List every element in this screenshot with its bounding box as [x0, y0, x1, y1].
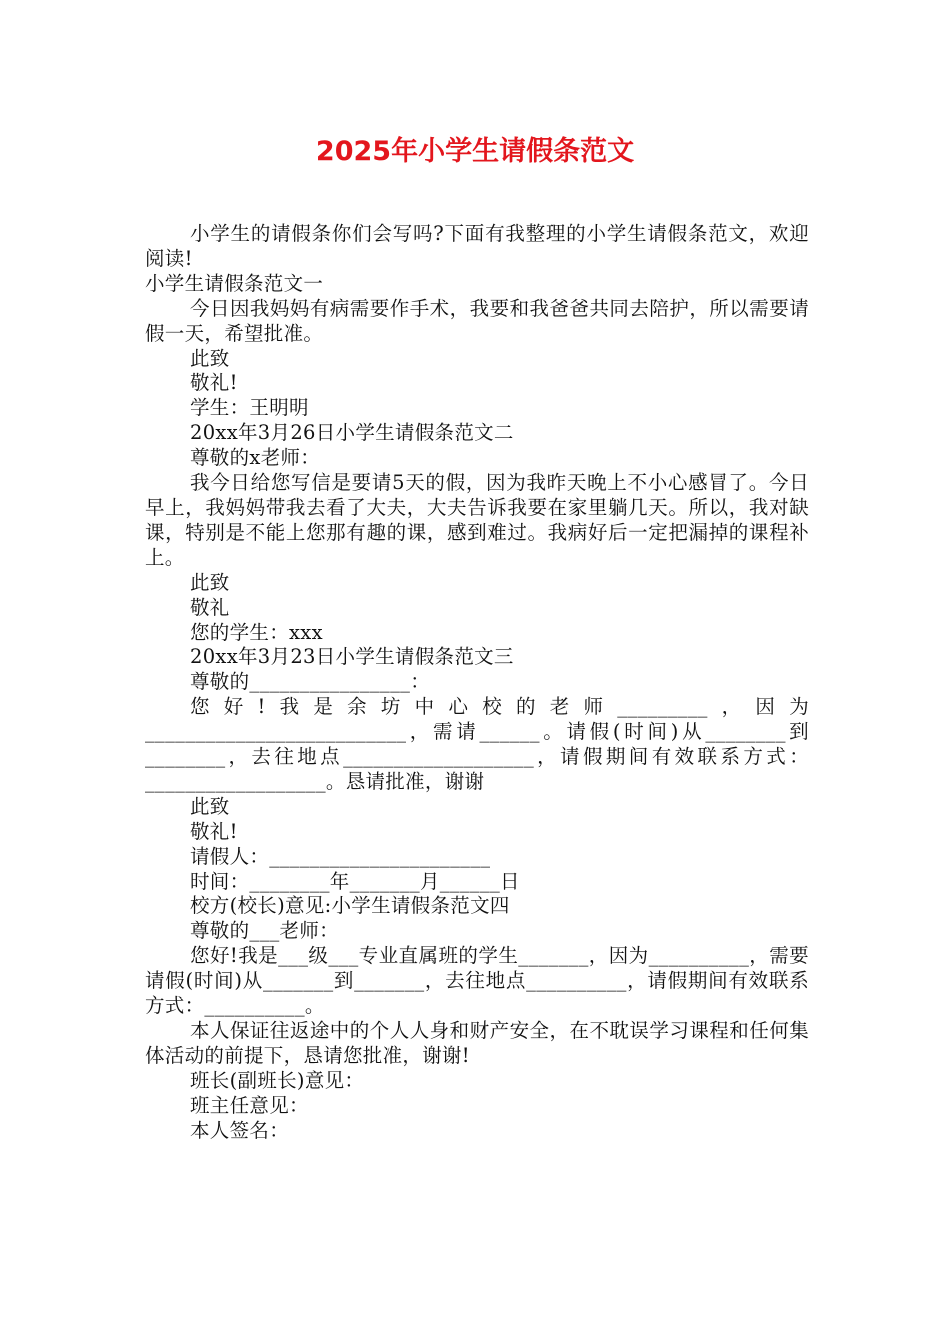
document-body — [145, 222, 809, 1144]
paragraph-line: 小学生请假条范文一 — [145, 271, 324, 295]
paragraph-line: 本人保证往返途中的个人人身和财产安全，在不耽误学习课程和任何集体活动的前提下，恳请您批准，谢谢! — [145, 1019, 809, 1067]
paragraph-line: 本人签名： — [190, 1118, 290, 1142]
paragraph-line: 尊敬的x老师： — [190, 446, 321, 470]
paragraph-line: 您的学生：xxx — [190, 620, 323, 644]
paragraph-line: 小学生的请假条你们会写吗?下面有我整理的小学生请假条范文，欢迎阅读! — [145, 222, 809, 270]
document-title: 2025年小学生请假条范文 — [315, 136, 635, 167]
paragraph-line: 您好!我是余坊中心校的老师_________，因为__________________________，需请______。请假(时间)从________到________，去往地点___________________，请假期间有效联系方式：__________________。恳请批准，谢谢 — [145, 695, 809, 793]
paragraph-line: 时间：________年_______月______日 — [190, 869, 520, 893]
paragraph-line: 敬礼! — [190, 819, 238, 843]
paragraph-line: 此致 — [190, 346, 230, 370]
paragraph-line: 尊敬的________________： — [190, 670, 430, 694]
paragraph-line: 敬礼! — [190, 371, 238, 395]
paragraph-line: 班主任意见： — [190, 1093, 309, 1117]
paragraph-line: 请假人：______________________ — [190, 844, 491, 868]
paragraph-line: 此致 — [190, 570, 230, 594]
paragraph-line: 此致 — [190, 794, 230, 818]
paragraph-line: 您好!我是___级___专业直属班的学生_______，因为__________，需要请假(时间)从_______到_______，去往地点__________，请假期间有效联系方式：__________。 — [145, 944, 809, 1018]
paragraph-line: 20xx年3月26日小学生请假条范文二 — [190, 421, 514, 445]
paragraph-line: 我今日给您写信是要请5天的假，因为我昨天晚上不小心感冒了。今日早上，我妈妈带我去看了大夫，大夫告诉我要在家里躺几天。所以，我对缺课，特别是不能上您那有趣的课，感到难过。我病好后一定把漏掉的课程补上。 — [145, 471, 809, 569]
paragraph-line: 20xx年3月23日小学生请假条范文三 — [190, 645, 514, 669]
paragraph-line: 班长(副班长)意见： — [190, 1068, 365, 1092]
paragraph-line: 尊敬的___老师： — [190, 919, 339, 943]
paragraph-line: 今日因我妈妈有病需要作手术，我要和我爸爸共同去陪护，所以需要请假一天，希望批准。 — [145, 296, 809, 345]
paragraph-line: 校方(校长)意见:小学生请假条范文四 — [190, 894, 510, 918]
paragraph-line: 敬礼 — [190, 595, 230, 619]
paragraph-line: 学生：王明明 — [190, 396, 309, 420]
